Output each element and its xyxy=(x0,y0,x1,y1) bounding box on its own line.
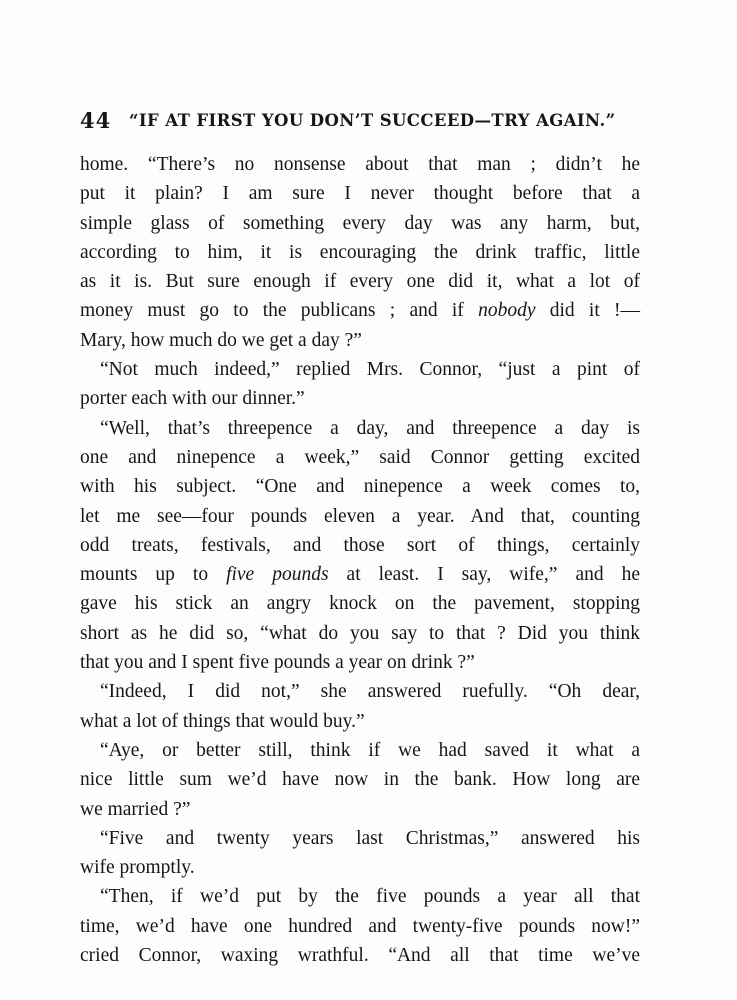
text-line xyxy=(80,326,640,355)
text-line xyxy=(80,882,640,911)
text-segment: gave his stick an angry knock on the pavement, stopping xyxy=(80,593,640,615)
text-line xyxy=(80,853,640,882)
text-segment: “Then, if we’d put by the five pounds a year all that xyxy=(100,886,640,908)
text-segment: home. “There’s no nonsense about that man ; didn’t he xyxy=(80,154,640,175)
text-line xyxy=(80,443,640,472)
body-text xyxy=(80,150,640,970)
text-segment: short as he did so, “what do you say to that ? Did you think xyxy=(80,622,640,644)
text-segment: “Not much indeed,” replied Mrs. Connor, “just a pint of xyxy=(100,359,640,381)
text-line xyxy=(80,296,640,325)
running-title: “IF AT FIRST YOU DON’T SUCCEED—TRY AGAIN.” xyxy=(129,111,616,130)
italic-segment: five pounds xyxy=(226,564,329,586)
text-segment: “Five and twenty years last Christmas,” answered his xyxy=(100,827,640,849)
text-segment: “Aye, or better still, think if we had saved it what a xyxy=(100,739,640,761)
italic-segment: nobody xyxy=(478,300,536,322)
text-segment: nice little sum we’d have now in the bank. How long are xyxy=(80,769,640,791)
text-segment: one and ninepence a week,” said Connor getting excited xyxy=(80,446,640,468)
text-line xyxy=(80,677,640,706)
text-line xyxy=(80,472,640,501)
text-segment: at least. I say, wife,” and he xyxy=(328,564,640,586)
running-head xyxy=(80,108,660,136)
text-segment: with his subject. “One and ninepence a week comes to, xyxy=(80,476,640,498)
text-line xyxy=(80,736,640,765)
text-line xyxy=(80,912,640,941)
text-segment: odd treats, festivals, and those sort of things, certainly xyxy=(80,534,640,556)
text-line xyxy=(80,619,640,648)
text-segment: did it !— xyxy=(535,300,640,322)
text-segment: what a lot of things that would buy.” xyxy=(80,710,365,732)
text-line xyxy=(80,560,640,589)
text-line xyxy=(80,384,640,413)
text-segment: time, we’d have one hundred and twenty-five pounds now!” xyxy=(80,915,640,937)
text-segment: let me see—four pounds eleven a year. And that, counting xyxy=(80,505,640,527)
text-line xyxy=(80,824,640,853)
text-segment: we married ?” xyxy=(80,798,191,820)
text-segment: money must go to the publicans ; and if xyxy=(80,300,479,322)
text-segment: according to him, it is encouraging the drink traffic, little xyxy=(80,241,640,263)
text-line xyxy=(80,707,640,736)
text-line xyxy=(80,941,640,970)
text-line xyxy=(80,414,640,443)
text-line xyxy=(80,765,640,794)
text-segment: Mary, how much do we get a day ?” xyxy=(80,329,362,351)
text-line xyxy=(80,150,640,179)
text-segment: wife promptly. xyxy=(80,857,195,879)
text-line xyxy=(80,589,640,618)
text-line xyxy=(80,502,640,531)
text-segment: as it is. But sure enough if every one did it, what a lot of xyxy=(80,271,640,293)
text-segment: mounts up to xyxy=(80,564,227,586)
text-line xyxy=(80,648,640,677)
text-line xyxy=(80,267,640,296)
text-segment: porter each with our dinner.” xyxy=(80,388,305,410)
text-segment: cried Connor, waxing wrathful. “And all that time we’ve xyxy=(80,945,640,967)
text-line xyxy=(80,209,640,238)
text-line xyxy=(80,238,640,267)
text-line xyxy=(80,179,640,208)
text-line xyxy=(80,531,640,560)
text-segment: put it plain? I am sure I never thought before that a xyxy=(80,183,640,205)
text-segment: “Indeed, I did not,” she answered ruefully. “Oh dear, xyxy=(100,681,640,703)
text-line xyxy=(80,795,640,824)
text-segment: that you and I spent five pounds a year on drink ?” xyxy=(80,652,475,674)
text-segment: simple glass of something every day was any harm, but, xyxy=(80,212,640,234)
text-line xyxy=(80,355,640,384)
page-number: 44 xyxy=(80,108,112,133)
text-segment: “Well, that’s threepence a day, and threepence a day is xyxy=(100,417,640,439)
